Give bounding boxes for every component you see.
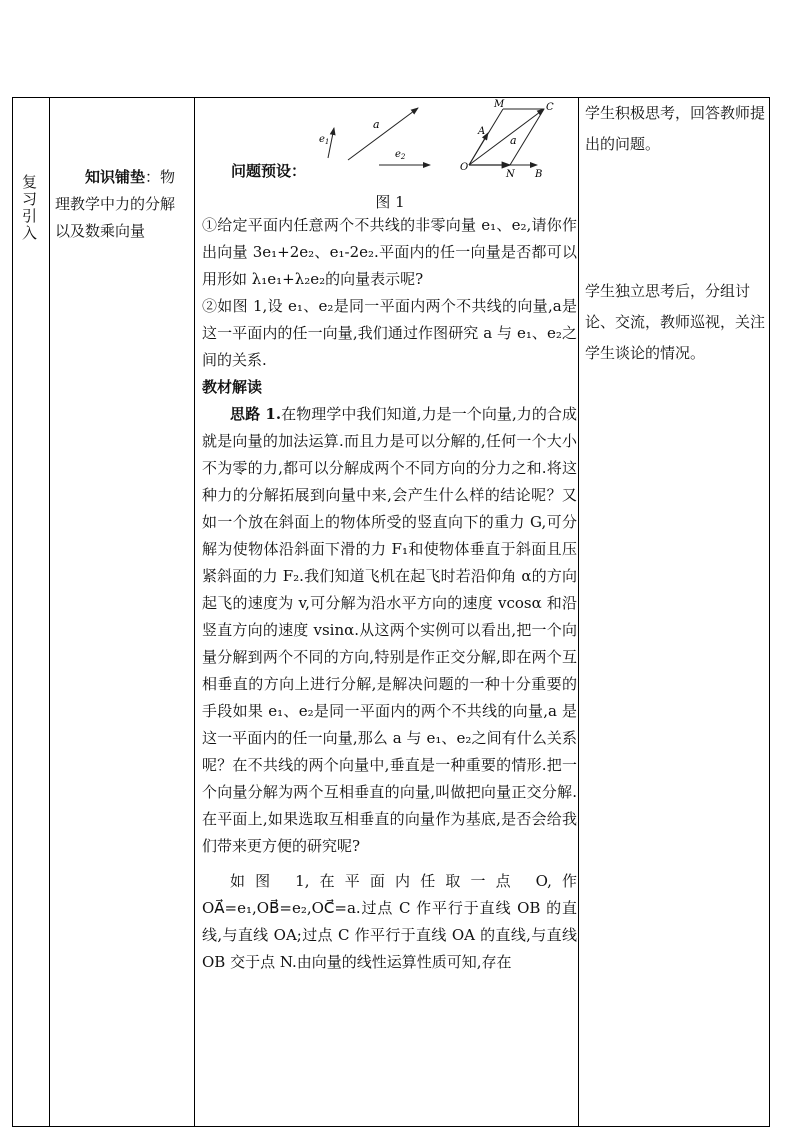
vector-OC (469, 109, 544, 165)
divider (49, 98, 50, 1126)
e1-label: $e_1$ (319, 134, 330, 146)
vector-diagram (201, 98, 579, 192)
knowledge-column (49, 98, 194, 245)
construction-paragraph: 如图 1,在平面内任取一点 O,作 OA⃗=e₁,OB⃗=e₂,OC⃗=a.过点 C 作平行于直线 OB 的直线,与直线 OA;过点 C 作平行于直线 OA 的直线,与直线 OB 交于点 N.由向量的线性运算性质可知,存在 (202, 872, 577, 971)
knowledge-body: ：物理教学中力的分解以及数乘向量 (55, 168, 176, 240)
parallelogram-a-label: a (510, 134, 517, 147)
idea-text: 在物理学中我们知道,力是一个向量,力的合成就是向量的加法运算.而且力是可以分解的,任何一个大小不为零的力,都可以分解成两个不同方向的分力之和.将这种力的分解拓展到向量中来,会产生什么样的结论呢？又如一个放在斜面上的物体所受的竖直向下的重力 G,可分解为使物体沿斜面下滑的力 F₁和使物体垂直于斜面且压紧斜面的力 F₂.我们知道飞机在起飞时若沿仰角 α的方向起飞的速度为 v,可分解为沿水平方向的速度 vcosα 和沿竖直方向的速度 vsinα.从这两个实例可以看出,把一个向量分解到两个不同的方向,特别是作正交分解,即在两个互相垂直的方向上进行分解,是解决问题的一种十分重要的手段如果 e₁、e₂是同一平面内的两个不共线的向量,a 是这一平面内的任一向量,那么 a 与 e₁、e₂之间有什么关系呢？在不共线的两个向量中,垂直是一种重要的情形.把一个向量分解为两个互相垂直的向量,叫做把向量正交分解.在平面上,如果选取互相垂直的向量作为基底,是否会给我们带来更方便的研究呢? (202, 405, 577, 855)
vector-OA (469, 133, 488, 165)
point-O-label: O (460, 162, 469, 173)
idea-paragraph (201, 401, 579, 860)
question-1: ①给定平面内任意两个不共线的非零向量 e₁、e₂,请你作出向量 3e₁+2e₂、e₁-2e₂.平面内的任一向量是否都可以用形如 λ₁e₁+λ₂e₂的向量表示呢? (202, 216, 577, 288)
student-activity-column (582, 98, 770, 369)
lesson-table (12, 97, 770, 1127)
idea-label: 思路 1. (230, 405, 282, 423)
student-activity-2: 学生独立思考后，分组讨论、交流，教师巡视，关注学生谈论的情况。 (585, 282, 766, 362)
divider (194, 98, 195, 1126)
knowledge-text (49, 164, 194, 245)
student-activity-1: 学生积极思考，回答教师提出的问题。 (585, 104, 766, 153)
content-column (201, 98, 579, 976)
question-2: ②如图 1,设 e₁、e₂是同一平面内两个不共线的向量,a是这一平面内的任一向量,我们通过作图研究 a 与 e₁、e₂之间的关系. (202, 297, 577, 369)
point-B-label: B (535, 169, 543, 180)
figure-1 (201, 98, 579, 192)
figure-caption: 图 1 (375, 193, 405, 211)
section-title: 教材解读 (202, 378, 263, 396)
point-M-label: M (494, 99, 505, 110)
point-N-label: N (506, 169, 515, 180)
vector-a-arrow (348, 108, 418, 160)
point-C-label: C (546, 102, 554, 113)
stage-label: 复习引入 (21, 173, 38, 242)
point-A-label: A (478, 126, 486, 137)
a-label: a (373, 118, 380, 131)
knowledge-heading: 知识铺垫 (85, 168, 146, 186)
stage-column (13, 98, 49, 1126)
e2-label: $e_2$ (395, 149, 406, 161)
problem-label: 问题预设： (231, 162, 307, 180)
